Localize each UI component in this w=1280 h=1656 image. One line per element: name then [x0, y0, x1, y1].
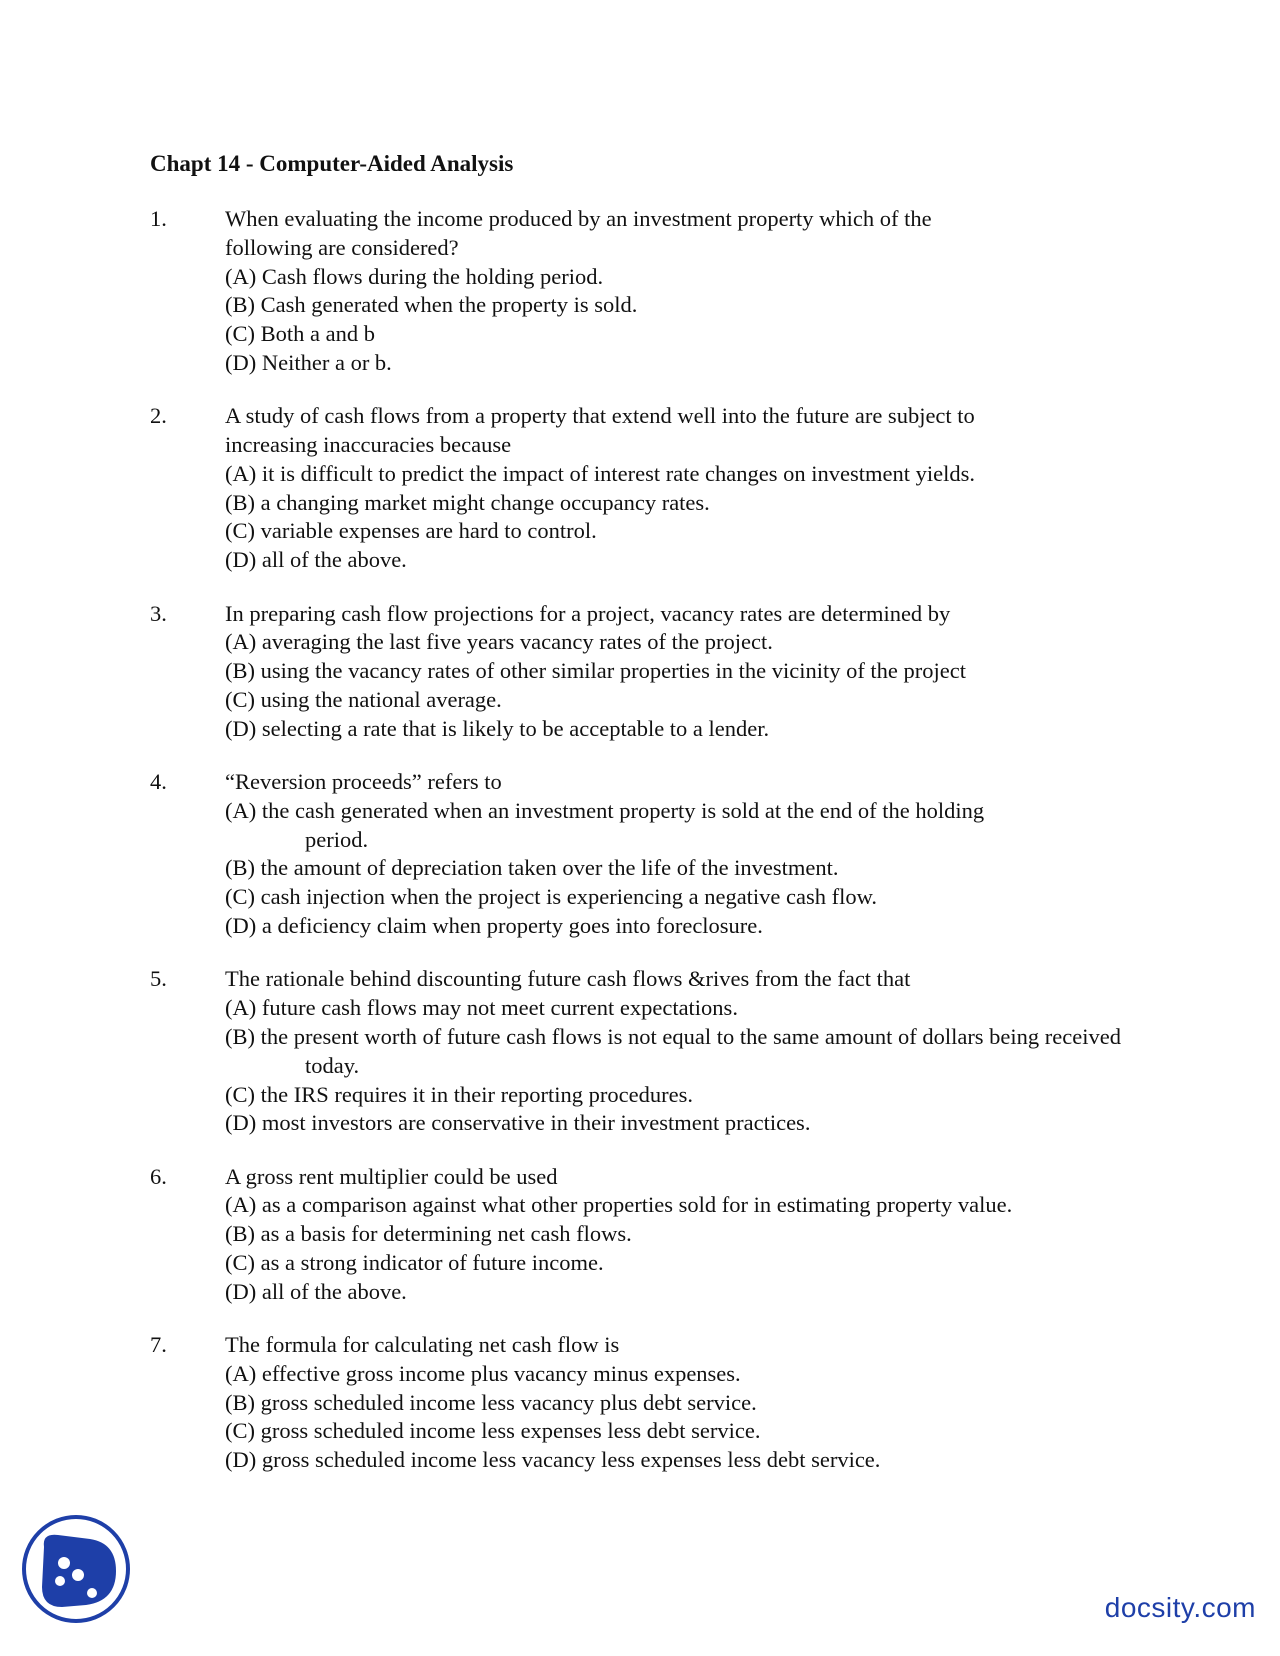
option-a: (A) as a comparison against what other properties sold for in estimating property value. — [225, 1192, 1013, 1218]
option-d: (D) gross scheduled income less vacancy less expenses less debt service. — [225, 1447, 881, 1473]
option-d: (D) selecting a rate that is likely to be acceptable to a lender. — [225, 715, 770, 741]
docsity-logo-icon[interactable] — [20, 1513, 132, 1625]
option-b: (B) a changing market might change occupancy rates. — [225, 489, 710, 515]
question-3 — [150, 600, 1130, 744]
option-c: (C) gross scheduled income less expenses less debt service. — [225, 1418, 761, 1444]
brand-link[interactable]: docsity.com — [1104, 1592, 1256, 1623]
option-b: (B) Cash generated when the property is sold. — [225, 292, 638, 318]
option-c: (C) as a strong indicator of future income. — [225, 1250, 604, 1275]
question-5 — [150, 965, 1130, 1138]
option-d: (D) a deficiency claim when property goes into foreclosure. — [225, 913, 763, 939]
option-a: (A) future cash flows may not meet current expectations. — [225, 995, 738, 1021]
option-d: (D) Neither a or b. — [225, 349, 392, 375]
question-number: 7. — [150, 1332, 167, 1358]
option-c: (C) the IRS requires it in their reporting procedures. — [225, 1081, 693, 1107]
question-number: 5. — [150, 966, 167, 992]
question-2 — [150, 402, 1130, 575]
option-a: (A) Cash flows during the holding period. — [225, 263, 604, 289]
page-title: Chapt 14 - Computer-Aided Analysis — [150, 151, 514, 176]
option-b: (B) the amount of depreciation taken over the life of the investment. — [225, 855, 839, 881]
question-stem: When evaluating the income produced by an investment property which of the following are considered? — [225, 206, 932, 260]
question-number: 4. — [150, 769, 167, 795]
option-b: (B) the present worth of future cash flows is not equal to the same amount of dollars being received today. — [225, 1023, 1121, 1078]
question-number: 1. — [150, 206, 167, 231]
question-1 — [150, 205, 1130, 378]
option-c: (C) using the national average. — [225, 686, 502, 712]
question-stem: “Reversion proceeds” refers to — [225, 769, 502, 795]
question-7 — [150, 1331, 1130, 1475]
option-a: (A) the cash generated when an investment property is sold at the end of the holding period. — [225, 797, 985, 852]
question-stem: A study of cash flows from a property that extend well into the future are subject to increasing inaccuracies because — [225, 403, 975, 458]
option-b: (B) gross scheduled income less vacancy plus debt service. — [225, 1389, 757, 1415]
option-d: (D) all of the above. — [225, 547, 407, 573]
option-a: (A) it is difficult to predict the impact of interest rate changes on investment yields. — [225, 460, 976, 486]
option-a: (A) averaging the last five years vacancy rates of the project. — [225, 629, 773, 655]
option-c: (C) variable expenses are hard to control. — [225, 518, 597, 544]
question-number: 6. — [150, 1163, 167, 1189]
option-b: (B) using the vacancy rates of other similar properties in the vicinity of the project — [225, 658, 967, 684]
option-b: (B) as a basis for determining net cash flows. — [225, 1221, 632, 1247]
question-4 — [150, 768, 1130, 941]
option-c: (C) Both a and b — [225, 321, 375, 347]
question-stem: The formula for calculating net cash flow is — [225, 1332, 620, 1358]
question-number: 2. — [150, 403, 167, 429]
question-stem: A gross rent multiplier could be used — [225, 1163, 558, 1189]
question-stem: The rationale behind discounting future cash flows &rives from the fact that — [225, 966, 911, 992]
option-d: (D) all of the above. — [225, 1278, 407, 1304]
option-d: (D) most investors are conservative in their investment practices. — [225, 1110, 811, 1136]
question-number: 3. — [150, 600, 167, 626]
docsity-logo-icon — [20, 1513, 132, 1625]
question-stem: In preparing cash flow projections for a project, vacancy rates are determined by — [225, 600, 951, 626]
option-c: (C) cash injection when the project is experiencing a negative cash flow. — [225, 884, 878, 910]
question-6 — [150, 1163, 1130, 1307]
question-list — [150, 205, 1130, 1500]
option-a: (A) effective gross income plus vacancy minus expenses. — [225, 1360, 741, 1386]
